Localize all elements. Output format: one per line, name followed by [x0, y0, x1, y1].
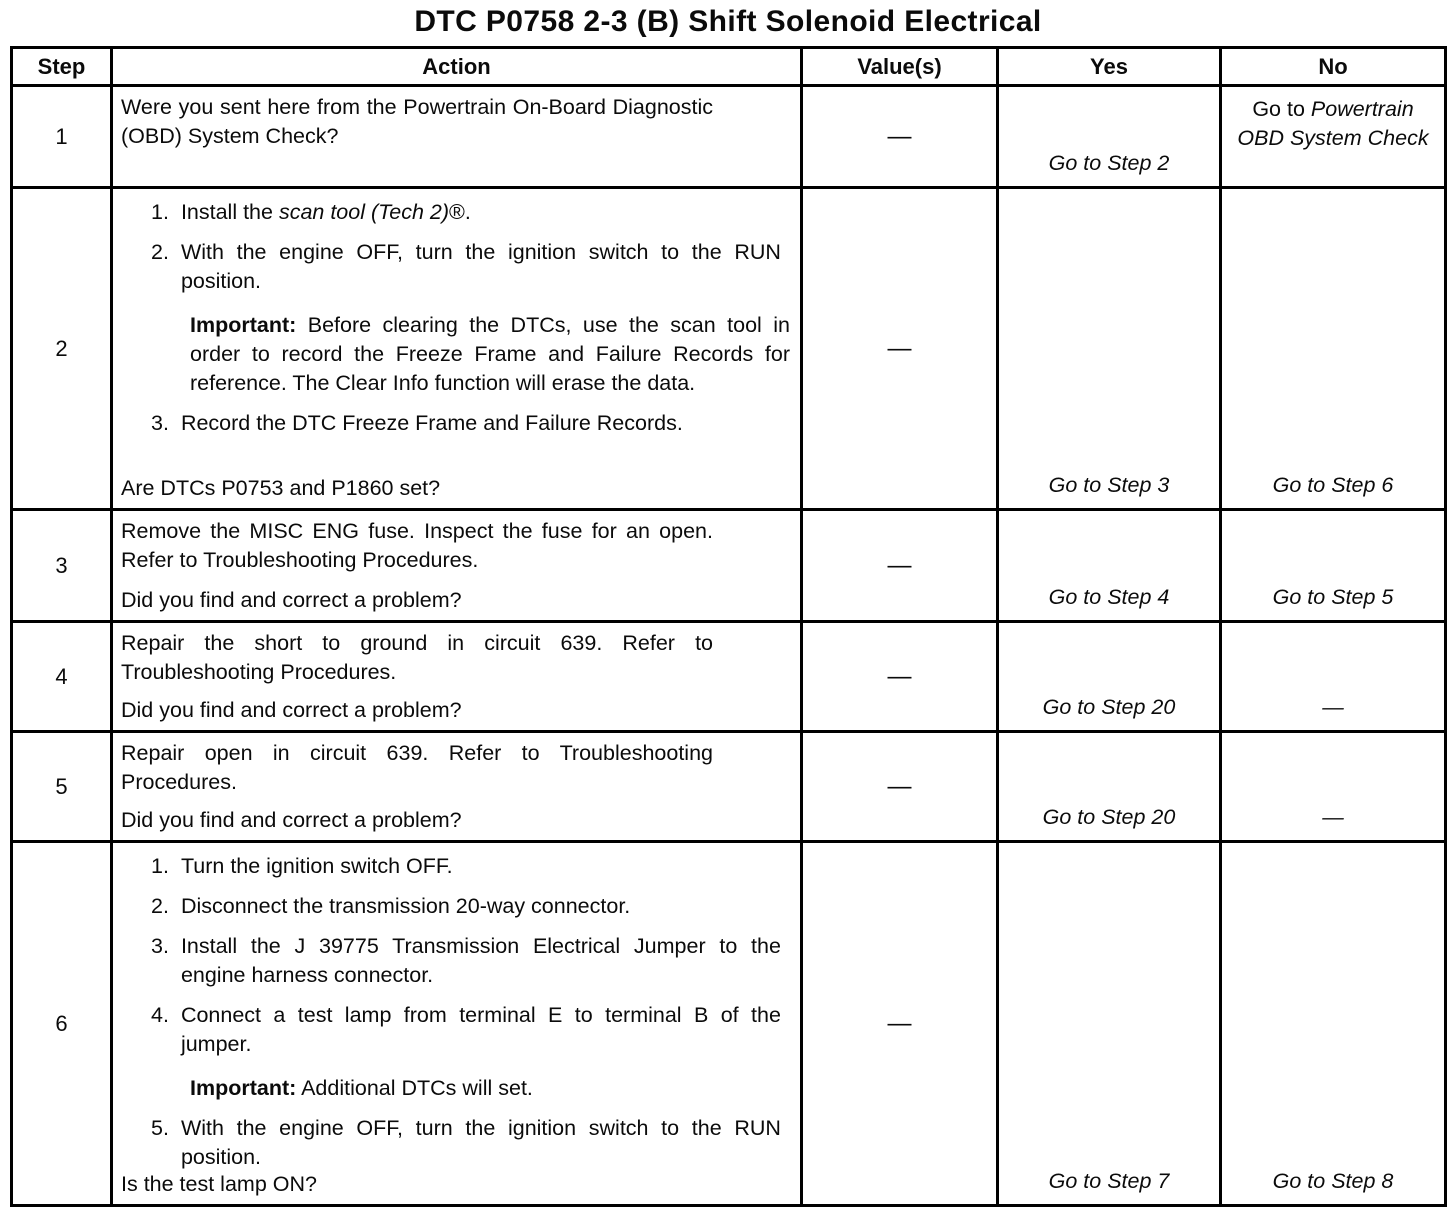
list-text-italic: scan tool (Tech 2) [278, 200, 450, 224]
action-paragraph: Repair open in circuit 639. Refer to Troubleshooting Procedures. [121, 741, 713, 794]
no-cell: — [1221, 622, 1446, 732]
action-paragraph: Remove the MISC ENG fuse. Inspect the fuse for an open. Refer to Troubleshooting Procedures. [121, 519, 713, 572]
action-question: Did you find and correct a problem? [121, 588, 462, 612]
list-item [121, 238, 790, 296]
important-note [190, 1074, 790, 1103]
list-item [121, 198, 790, 227]
important-text: Additional DTCs will set. [301, 1076, 533, 1100]
table-row-step-5 [12, 732, 1446, 842]
list-number: 2. [151, 240, 169, 264]
table-row-step-1 [12, 86, 1446, 188]
no-cell: Go to Step 8 [1221, 842, 1446, 1206]
step-number: 4 [12, 622, 112, 732]
list-text: Connect a test lamp from terminal E to terminal B of the jumper. [180, 1003, 781, 1056]
yes-cell: Go to Step 3 [998, 188, 1221, 510]
action-question: Are DTCs P0753 and P1860 set? [121, 476, 441, 500]
important-label: Important: [190, 313, 297, 337]
list-text-suffix: ®. [449, 200, 471, 224]
action-cell [112, 732, 802, 842]
column-header-no: No [1221, 48, 1446, 86]
no-text-prefix: Go to [1252, 97, 1311, 121]
value-cell: — [802, 732, 998, 842]
list-number: 1. [151, 854, 169, 878]
list-text: Install the J 39775 Transmission Electrical Jumper to the engine harness connector. [180, 934, 781, 987]
list-number: 3. [151, 411, 169, 435]
list-text-plain: Install the [180, 200, 279, 224]
value-cell: — [802, 842, 998, 1206]
yes-cell: Go to Step 2 [998, 86, 1221, 188]
step-number: 6 [12, 842, 112, 1206]
table-header-row [12, 48, 1446, 86]
no-text-target: Powertrain OBD System Check [1237, 97, 1429, 150]
table-row-step-3 [12, 510, 1446, 622]
no-cell: — [1221, 732, 1446, 842]
list-text: With the engine OFF, turn the ignition switch to the RUN position. [180, 240, 781, 293]
list-number: 1. [151, 200, 169, 224]
table-row-step-6 [12, 842, 1446, 1206]
value-cell: — [802, 188, 998, 510]
action-question: Did you find and correct a problem? [121, 808, 462, 832]
list-text: With the engine OFF, turn the ignition switch to the RUN position. [180, 1116, 781, 1169]
action-question: Did you find and correct a problem? [121, 698, 462, 722]
list-text: Record the DTC Freeze Frame and Failure Records. [180, 411, 683, 435]
list-number: 5. [151, 1116, 169, 1140]
value-cell: — [802, 86, 998, 188]
no-cell [1221, 86, 1446, 188]
list-item [121, 932, 790, 990]
action-cell [112, 86, 802, 188]
yes-cell: Go to Step 20 [998, 732, 1221, 842]
yes-cell: Go to Step 7 [998, 842, 1221, 1206]
important-note [190, 311, 790, 398]
action-question: Is the test lamp ON? [121, 1172, 317, 1196]
column-header-action: Action [112, 48, 802, 86]
step-number: 3 [12, 510, 112, 622]
action-paragraph: Repair the short to ground in circuit 639. Refer to Troubleshooting Procedures. [121, 631, 713, 684]
list-item [121, 1114, 790, 1172]
list-item [121, 409, 790, 438]
value-cell: — [802, 622, 998, 732]
list-number: 3. [151, 934, 169, 958]
action-cell [112, 188, 802, 510]
list-item [121, 852, 790, 881]
step-number: 2 [12, 188, 112, 510]
table-row-step-4 [12, 622, 1446, 732]
action-cell [112, 842, 802, 1206]
no-cell: Go to Step 6 [1221, 188, 1446, 510]
list-text [181, 198, 471, 227]
column-header-yes: Yes [998, 48, 1221, 86]
action-cell [112, 622, 802, 732]
action-cell [112, 510, 802, 622]
table-row-step-2 [12, 188, 1446, 510]
important-label: Important: [190, 1076, 297, 1100]
list-item [121, 1001, 790, 1059]
value-cell: — [802, 510, 998, 622]
column-header-values: Value(s) [802, 48, 998, 86]
list-item [121, 892, 790, 921]
diagnostic-table [10, 46, 1447, 1207]
action-paragraph: Were you sent here from the Powertrain On-Board Diagnostic (OBD) System Check? [121, 95, 713, 148]
list-text: Turn the ignition switch OFF. [180, 854, 453, 878]
step-number: 5 [12, 732, 112, 842]
column-header-step: Step [12, 48, 112, 86]
step-number: 1 [12, 86, 112, 188]
list-text: Disconnect the transmission 20-way connector. [180, 894, 631, 918]
yes-cell: Go to Step 20 [998, 622, 1221, 732]
important-text: Before clearing the DTCs, use the scan tool in order to record the Freeze Frame and Failure Records for reference. The Clear Info function will erase the data. [190, 313, 790, 395]
list-number: 4. [151, 1003, 169, 1027]
no-cell: Go to Step 5 [1221, 510, 1446, 622]
document-title: DTC P0758 2-3 (B) Shift Solenoid Electrical [414, 5, 1042, 38]
list-number: 2. [151, 894, 169, 918]
yes-cell: Go to Step 4 [998, 510, 1221, 622]
